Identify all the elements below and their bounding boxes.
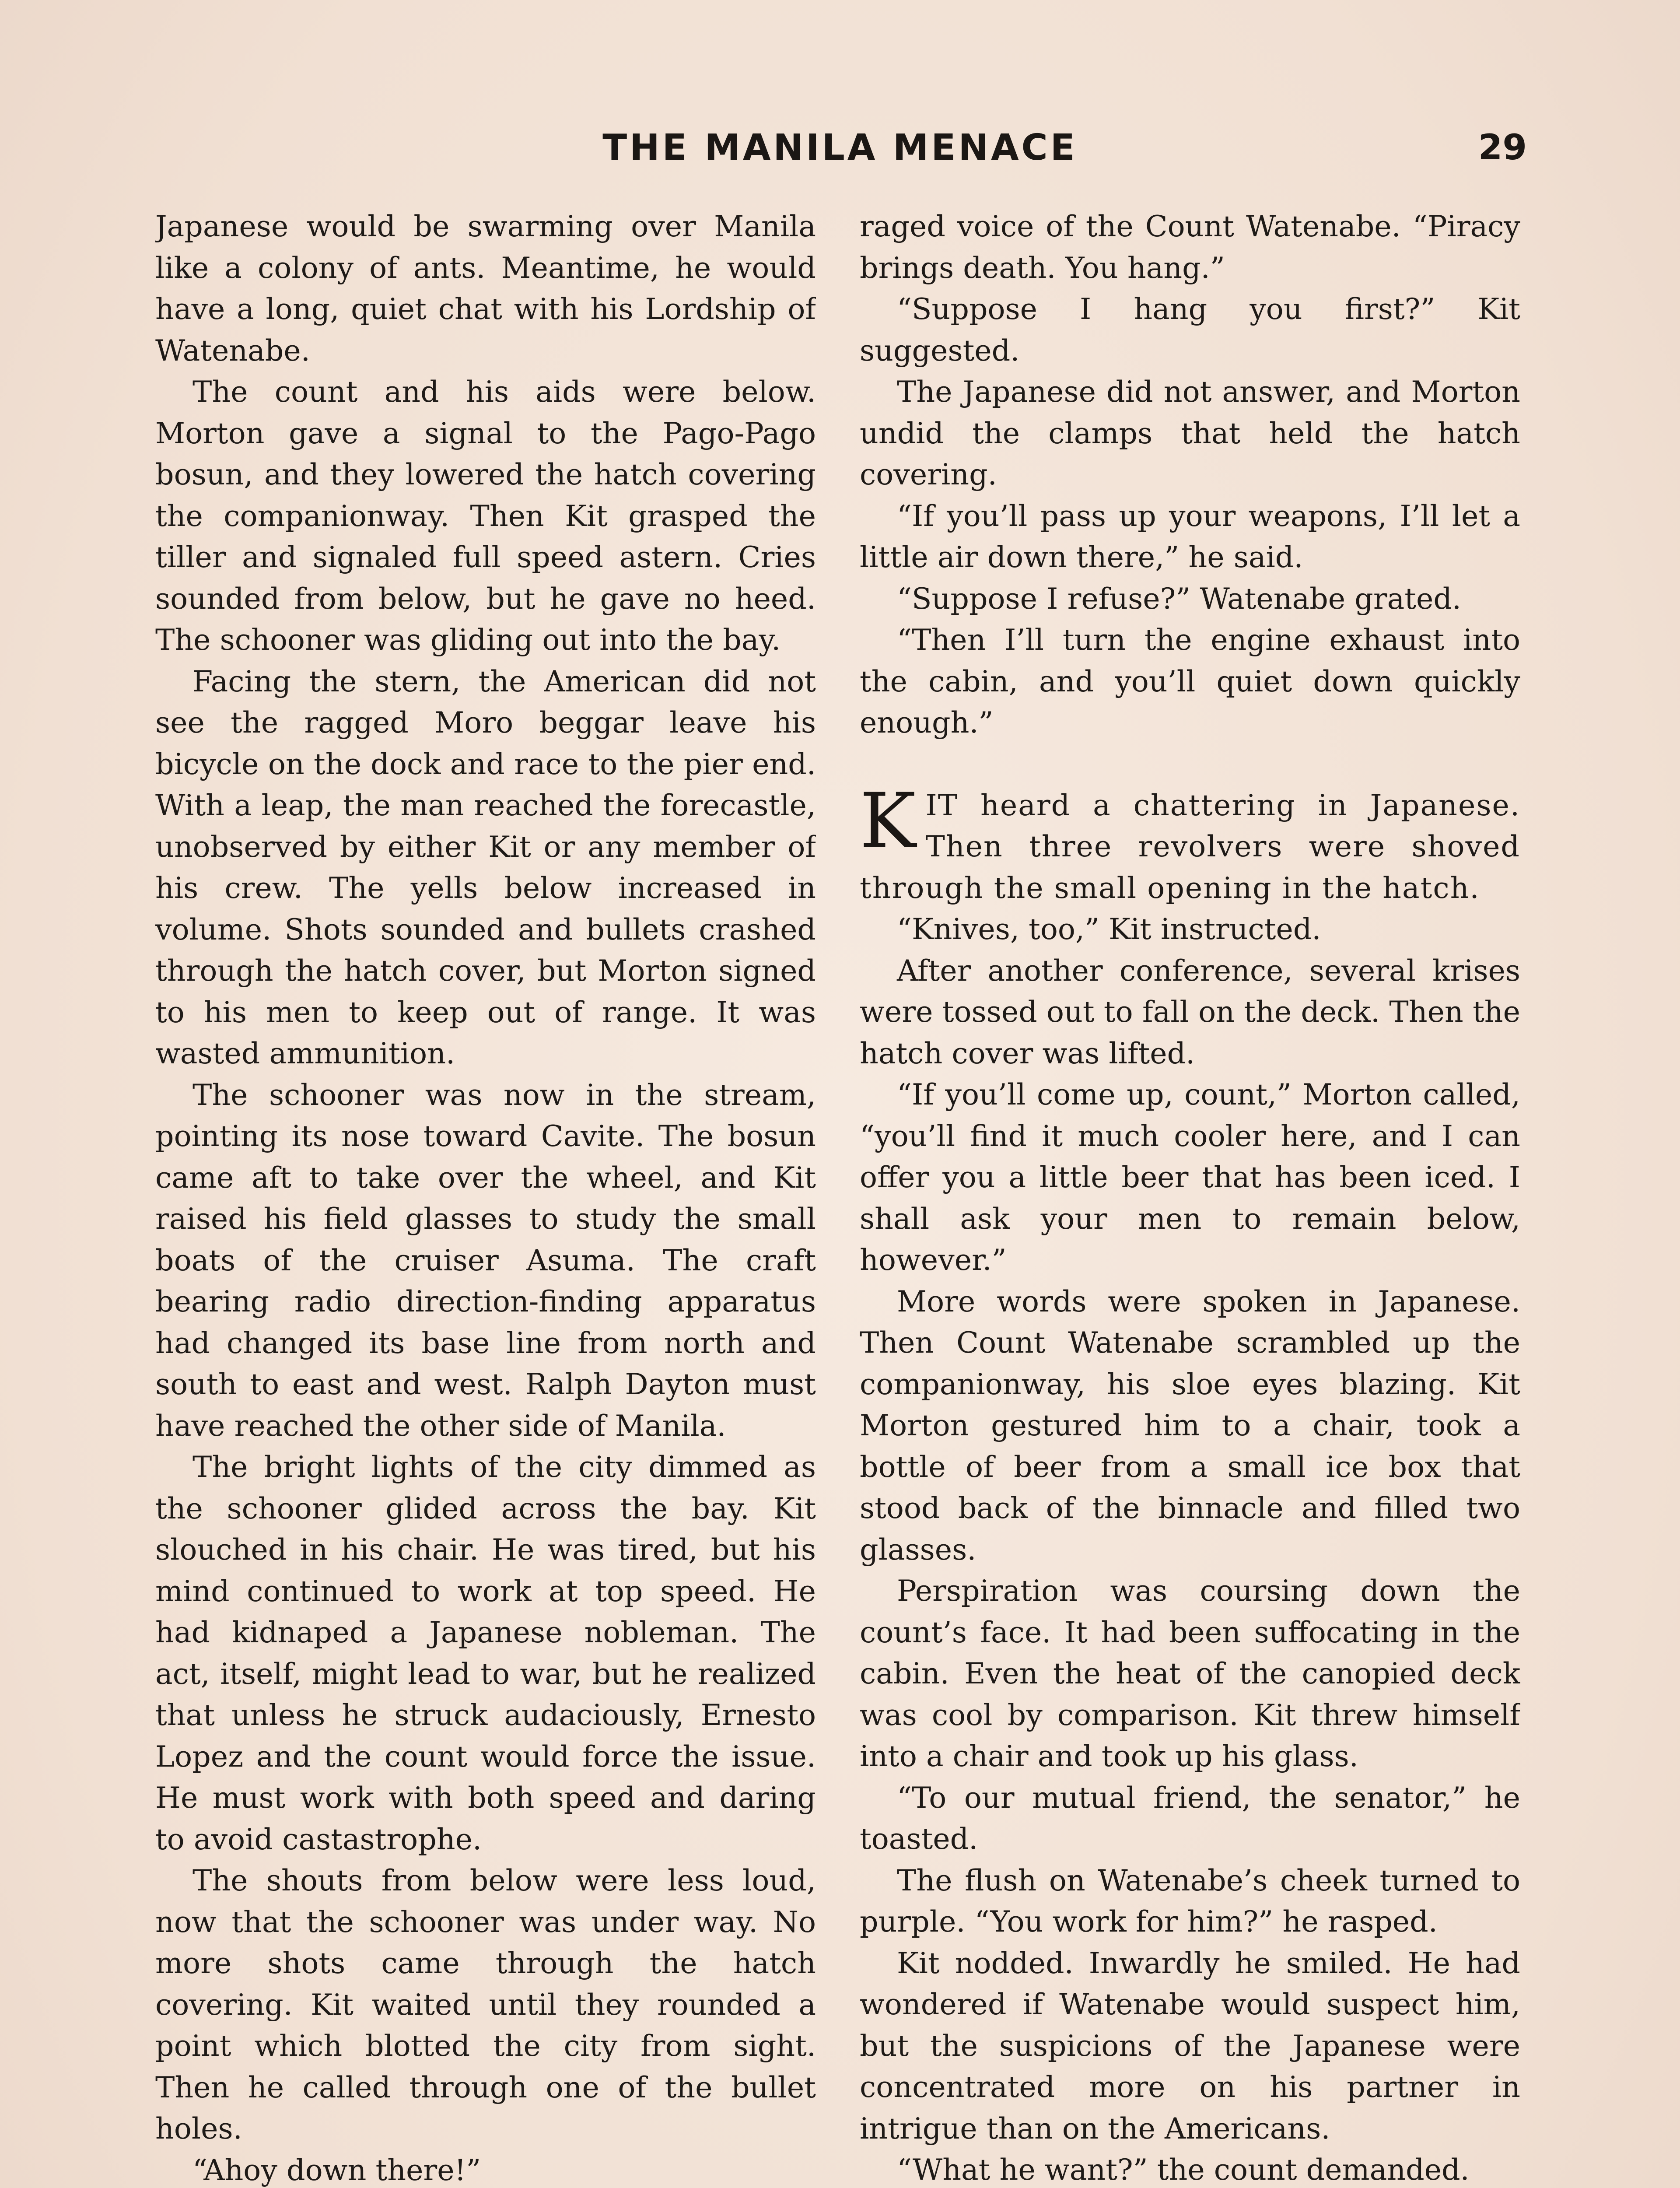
page-number: 29: [1478, 127, 1527, 168]
page-header: [153, 127, 1527, 179]
paragraph: The schooner was now in the stream, pointing its nose toward Cavite. The bosun came aft to take over the wheel, and Kit raised his field glasses to study the small boats of the cruiser Asuma. The craft bearing radio direction-finding apparatus had changed its base line from north and south to east and west. Ralph Dayton must have reached the other side of Manila.: [155, 1077, 816, 1443]
paragraph: The Japanese did not answer, and Morton undid the clamps that held the hatch covering.: [860, 375, 1520, 491]
paragraph: “Suppose I refuse?” Watenabe grated.: [897, 581, 1462, 616]
paragraph: raged voice of the Count Watenabe. “Piracy brings death. You hang.”: [860, 209, 1520, 285]
drop-cap-text: IT heard a chattering in Japanese. Then three revolvers were shoved through the small opening in the hatch.: [860, 788, 1520, 905]
paragraph: After another conference, several krises were tossed out to fall on the deck. Then the hatch cover was lifted.: [860, 953, 1520, 1070]
paragraph: “Ahoy down there!”: [192, 2153, 481, 2187]
drop-cap-letter: K: [860, 776, 916, 865]
paragraph: “If you’ll come up, count,” Morton called, “you’ll find it much cooler here, and I can offer you a little beer that has been iced. I shall ask your men to remain below, however.”: [860, 1077, 1520, 1277]
paragraph: The flush on Watenabe’s cheek turned to purple. “You work for him?” he rasped.: [860, 1863, 1520, 1939]
paragraph: The shouts from below were less loud, now that the schooner was under way. No more shots came through the hatch covering. Kit waited until they rounded a point which blotted the city from sight. Then he called through one of the bullet holes.: [155, 1863, 816, 2146]
section-opening-paragraph: [860, 776, 1520, 909]
paragraph: “Knives, too,” Kit instructed.: [897, 912, 1321, 946]
right-text-column: [860, 206, 1520, 2188]
paragraph: “To our mutual friend, the senator,” he toasted.: [860, 1780, 1520, 1856]
paragraph: Japanese would be swarming over Manila like a colony of ants. Meantime, he would have a long, quiet chat with his Lordship of Watenabe.: [155, 209, 816, 368]
paragraph: Perspiration was coursing down the count’s face. It had been suffocating in the cabin. Even the heat of the canopied deck was cool by comparison. Kit threw himself into a chair and took up his glass.: [860, 1574, 1520, 1773]
paragraph: “Suppose I hang you first?” Kit suggested.: [860, 292, 1520, 368]
paragraph: More words were spoken in Japanese. Then Count Watenabe scrambled up the companionway, his sloe eyes blazing. Kit Morton gestured him to a chair, took a bottle of beer from a small ice box that stood back of the binnacle and filled two glasses.: [860, 1284, 1520, 1567]
paragraph: Facing the stern, the American did not see the ragged Moro beggar leave his bicycle on the dock and race to the pier end. With a leap, the man reached the forecastle, unobserved by either Kit or any member of his crew. The yells below increased in volume. Shots sounded and bullets crashed through the hatch cover, but Morton signed to his men to keep out of range. It was wasted ammunition.: [155, 664, 816, 1070]
paragraph: “What he want?” the count demanded.: [897, 2153, 1470, 2187]
running-title: THE MANILA MENACE: [602, 127, 1078, 168]
paragraph: The count and his aids were below. Morton gave a signal to the Pago-Pago bosun, and they lowered the hatch covering the companionway. Then Kit grasped the tiller and signaled full speed astern. Cries sounded from below, but he gave no heed. The schooner was gliding out into the bay.: [155, 375, 816, 657]
paragraph: “If you’ll pass up your weapons, I’ll let a little air down there,” he said.: [860, 498, 1520, 574]
paragraph: Kit nodded. Inwardly he smiled. He had wondered if Watenabe would suspect him, but the suspicions of the Japanese were concentrated more on his partner in intrigue than on the Americans.: [860, 1946, 1520, 2146]
left-text-column: [155, 206, 816, 2188]
paragraph: “Then I’ll turn the engine exhaust into the cabin, and you’ll quiet down quickly enough.”: [860, 623, 1520, 740]
paragraph: The bright lights of the city dimmed as the schooner glided across the bay. Kit slouched in his chair. He was tired, but his mind continued to work at top speed. He had kidnaped a Japanese nobleman. The act, itself, might lead to war, but he realized that unless he struck audaciously, Ernesto Lopez and the count would force the issue. He must work with both speed and daring to avoid castastrophe.: [155, 1450, 816, 1856]
